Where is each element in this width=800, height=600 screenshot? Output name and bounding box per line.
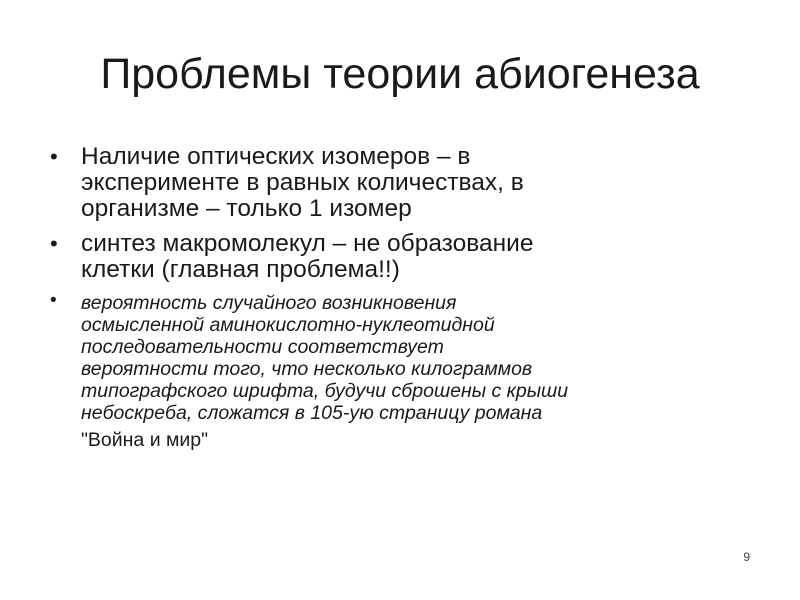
bullet-macromolecule-synthesis — [0, 231, 741, 283]
bullet-line: вероятности того, что несколько килограммов — [81, 358, 533, 380]
novel-title: "Война и мир" — [81, 429, 209, 451]
bullet-line: типографского шрифта, будучи сброшены с крыши — [81, 380, 569, 402]
bullet-line: осмысленной аминокислотно-нуклеотидной — [81, 314, 495, 336]
bullet-probability — [0, 292, 771, 451]
bullet-marker: • — [50, 231, 58, 256]
slide-title: Проблемы теории абиогенеза — [100, 50, 700, 98]
bullet-line: синтез макромолекул – не образование — [81, 230, 534, 257]
bullet-line: клетки (главная проблема!!) — [81, 256, 400, 283]
page-number: 9 — [743, 550, 750, 564]
bullet-line: небоскреба, сложатся в 105-ую страницу романа — [81, 402, 543, 424]
bullet-optical-isomers — [0, 144, 741, 222]
bullet-marker: • — [50, 144, 58, 169]
bullet-list — [0, 144, 800, 451]
bullet-line: организме – только 1 изомер — [81, 195, 412, 222]
bullet-line: последовательности соответствует — [81, 336, 444, 358]
bullet-line: Наличие оптических изомеров – в — [81, 143, 471, 170]
bullet-marker: • — [50, 290, 57, 311]
bullet-line: эксперименте в равных количествах, в — [81, 169, 524, 196]
bullet-line: вероятность случайного возникновения — [81, 292, 457, 314]
